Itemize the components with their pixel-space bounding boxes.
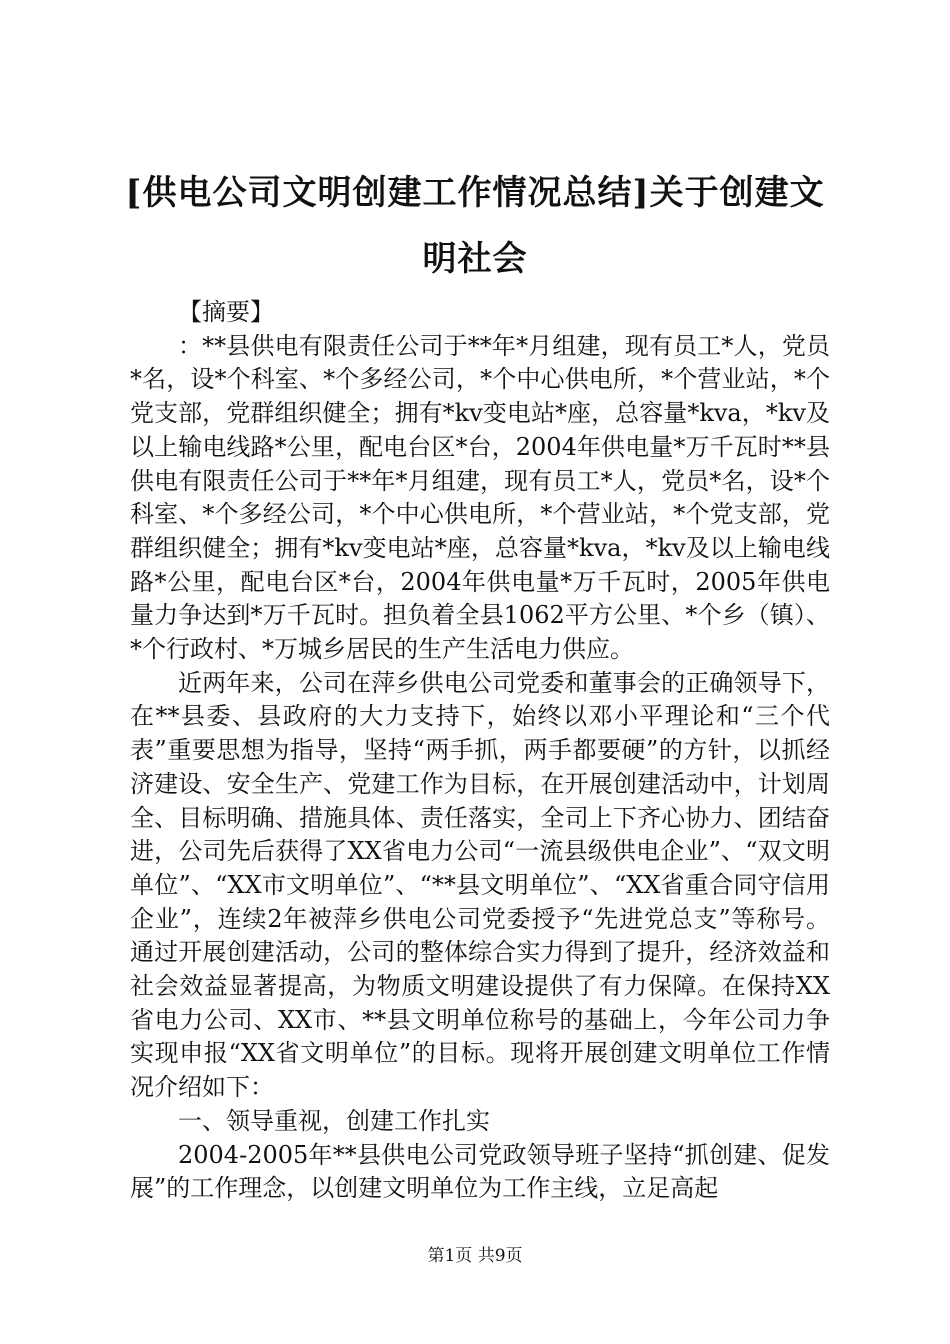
document-body <box>130 296 830 1206</box>
paragraph-2: 近两年来，公司在萍乡供电公司党委和董事会的正确领导下，在**县委、县政府的大力支持下，始终以邓小平理论和“三个代表”重要思想为指导，坚持“两手抓，两手都要硬”的方针，以抓经济建设、安全生产、党建工作为目标，在开展创建活动中，计划周全、目标明确、措施具体、责任落实，全司上下齐心协力、团结奋进，公司先后获得了XX省电力公司“一流县级供电企业”、“双文明单位”、“XX市文明单位”、“**县文明单位”、“XX省重合同守信用企业”，连续2年被萍乡供电公司党委授予“先进党总支”等称号。通过开展创建活动，公司的整体综合实力得到了提升，经济效益和社会效益显著提高，为物质文明建设提供了有力保障。在保持XX省电力公司、XX市、**县文明单位称号的基础上，今年公司力争实现申报“XX省文明单位”的目标。现将开展创建文明单位工作情况介绍如下： <box>130 668 830 1102</box>
section-heading-1: 一、领导重视，创建工作扎实 <box>178 1106 490 1135</box>
paragraph-3: 2004-2005年**县供电公司党政领导班子坚持“抓创建、促发展”的工作理念，以创建文明单位为工作主线，立足高起 <box>130 1140 830 1203</box>
page-footer: 第1页 共9页 <box>427 1246 523 1266</box>
document-title: [供电公司文明创建工作情况总结]关于创建文明社会 <box>125 173 825 279</box>
abstract-label: 【摘要】 <box>178 298 274 326</box>
paragraph-1: ：**县供电有限责任公司于**年*月组建，现有员工*人，党员*名，设*个科室、*个多经公司，*个中心供电所，*个营业站，*个党支部，党群组织健全；拥有*kv变电站*座，总容量*kva，*kv及以上输电线路*公里，配电台区*台，2004年供电量*万千瓦时**县供电有限责任公司于**年*月组建，现有员工*人，党员*名，设*个科室、*个多经公司，*个中心供电所，*个营业站，*个党支部，党群组织健全；拥有*kv变电站*座，总容量*kva，*kv及以上输电线路*公里，配电台区*台，2004年供电量*万千瓦时，2005年供电量力争达到*万千瓦时。担负着全县1062平方公里、*个乡（镇）、*个行政村、*万城乡居民的生产生活电力供应。 <box>130 331 830 664</box>
